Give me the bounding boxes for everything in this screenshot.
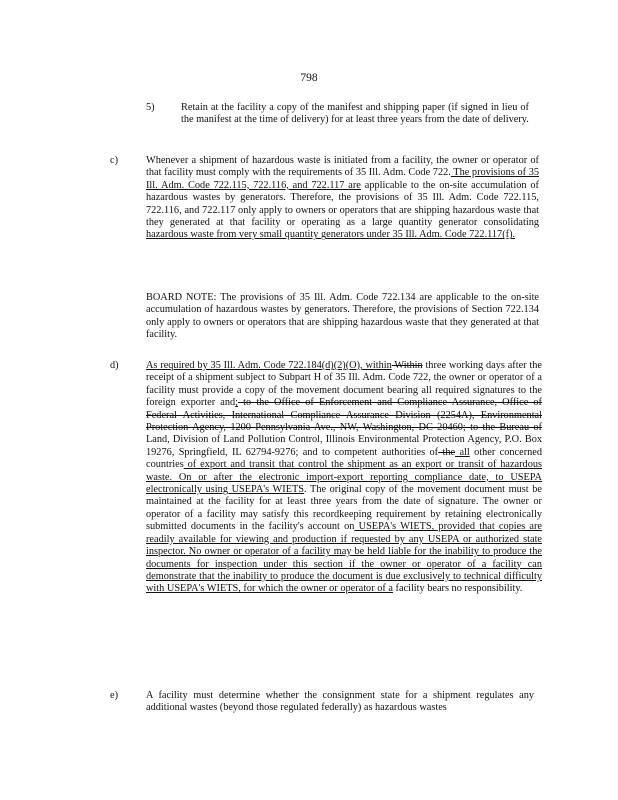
item-d-text-1: three working days after the receipt of a shipment subject to Subpart H of 35 Ill. Adm. Code 722, the owner or operator of a facility must provide a copy of the movement document bearing all required signatures to the foreign exporter and [146, 360, 543, 409]
board-note: BOARD NOTE: The provisions of 35 Ill. Adm. Code 722.134 are applicable to the on-site accumulation of hazardous wastes by generators. Therefore, the provisions of Section 722.134 only apply to owners or operators that are shipping hazardous waste that they generated at that facility. [146, 292, 539, 341]
item-c-paragraph [146, 155, 539, 242]
item-5-label: 5) [146, 102, 155, 113]
item-d-text-3: other concerned countries [146, 446, 542, 471]
item-d-text-2: Land, Division of Land Pollution Control, Illinois Environmental Protection Agency, P.O. Box 19276, Springfield, IL 62794-9276; and to competent authorities of [146, 434, 542, 458]
page-number: 798 [300, 72, 318, 84]
item-c-inserted-1: The provisions of 35 Ill. Adm. Code 722.115, 722.116, and 722.117 are [146, 167, 540, 191]
item-e-label: e) [110, 690, 118, 701]
item-c-label: c) [110, 155, 118, 166]
item-c-text-1: Whenever a shipment of hazardous waste is initiated from a facility, the owner or operator of that facility must comply with the requirements of 35 Ill. Adm. Code 722. [146, 155, 539, 179]
item-d-text-5: facility bears no responsibility. [392, 583, 523, 595]
item-5-text: Retain at the facility a copy of the manifest and shipping paper (if signed in lieu of the manifest at the time of delivery) for at least three years from the date of delivery. [181, 102, 529, 126]
item-c-text-2: applicable to the on-site accumulation of hazardous wastes by generators. Therefore, the provisions of 35 Ill. Adm. Code 722.115, 722.116, and 722.117 only apply to owners or operators that are shipping hazardous waste that they generated at that facility or operating as a large quantity generator consolidating [146, 179, 539, 229]
item-d-paragraph [146, 360, 542, 596]
item-d-label: d) [110, 360, 119, 371]
item-d-inserted-3: all [455, 446, 470, 458]
item-d-inserted-5: USEPA's WIETS, provided that copies are readily available for viewing and production if requested by any USEPA or authorized state inspector. No owner or operator of a facility may be held liable for the inability to produce the documents for inspection under this section if the owner or operator of a facility can demonstrate that the inability to produce the document is due exclusively to technical difficulty with USEPA's WIETS, for which the owner or operator of a [146, 521, 542, 595]
item-d-deleted-1: Within [391, 360, 423, 371]
item-d-deleted-3: the [438, 446, 456, 458]
item-d-inserted-1: As required by 35 Ill. Adm. Code 722.184(d)(2)(O), within [146, 360, 392, 371]
item-c-inserted-2: hazardous waste from very small quantity generators under 35 Ill. Adm. Code 722.117(f). [146, 229, 516, 241]
item-d-inserted-2: ; [235, 397, 239, 409]
item-d-deleted-2: to the Office of Enforcement and Compliance Assurance, Office of Federal Activities, International Compliance Assurance Division (2254A), Environmental Protection Agency, 1200 Pennsylvania Ave., NW, Washington, DC 20460; to the Bureau of [146, 397, 542, 434]
item-d-inserted-4: of export and transit that control the shipment as an export or transit of hazardous waste. On or after the electronic import-export reporting compliance date, to USEPA electronically using USEPA's WIETS [146, 459, 542, 496]
item-d-text-4: . The original copy of the movement document must be maintained at the facility for at least three years from the date of signature. The owner or operator of a facility may satisfy this recordkeeping requirement by retaining electronically submitted documents in the facility's account on [146, 484, 543, 533]
item-e-text: A facility must determine whether the consignment state for a shipment regulates any additional wastes (beyond those regulated federally) as hazardous wastes [146, 690, 534, 714]
